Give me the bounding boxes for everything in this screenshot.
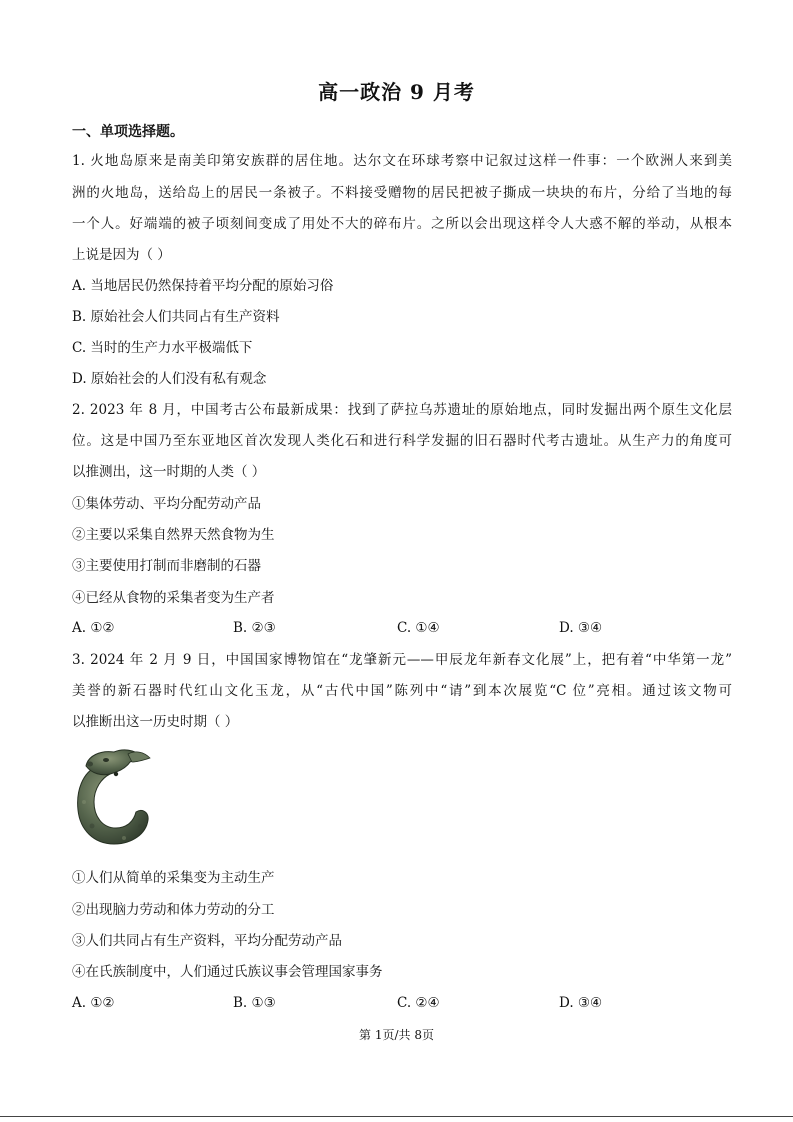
q1-option-c: C. 当时的生产力水平极端低下 — [72, 340, 253, 356]
q3-item-3: ③人们共同占有生产资料，平均分配劳动产品 — [72, 933, 342, 949]
q2-item-3: ③主要使用打制而非磨制的石器 — [72, 558, 261, 574]
q1-option-d: D. 原始社会的人们没有私有观念 — [72, 371, 267, 387]
q2-choice-c: C. ①④ — [397, 620, 440, 636]
jade-dragon-image — [72, 744, 154, 848]
q1-line-3: 一个人。好端端的被子顷刻间变成了用处不大的碎布片。之所以会出现这样令人大惑不解的举动，从根本 — [72, 216, 732, 232]
page-footer: 第 1页/共 8页 — [359, 1028, 434, 1042]
q3-item-1: ①人们从简单的采集变为主动生产 — [72, 870, 275, 886]
q3-item-4: ④在氏族制度中，人们通过氏族议事会管理国家事务 — [72, 964, 383, 980]
q3-line-3: 以推断出这一历史时期（ ） — [72, 714, 239, 730]
page-title: 高一政治 9 月考 — [318, 80, 475, 104]
q2-item-4: ④已经从食物的采集者变为生产者 — [72, 590, 275, 606]
q1-line-2: 洲的火地岛，送给岛上的居民一条被子。不料接受赠物的居民把被子撕成一块块的布片，分给了当地的每 — [72, 185, 732, 201]
q3-item-2: ②出现脑力劳动和体力劳动的分工 — [72, 902, 275, 918]
q2-item-2: ②主要以采集自然界天然食物为生 — [72, 527, 275, 543]
q2-item-1: ①集体劳动、平均分配劳动产品 — [72, 496, 261, 512]
q3-choice-d: D. ③④ — [559, 995, 603, 1011]
q2-choice-b: B. ②③ — [233, 620, 276, 636]
q2-line-2: 位。这是中国乃至东亚地区首次发现人类化石和进行科学发掘的旧石器时代考古遗址。从生产力的角度可 — [72, 433, 732, 449]
q2-line-1: 2. 2023 年 8 月，中国考古公布最新成果：找到了萨拉乌苏遗址的原始地点，同时发掘出两个原生文化层 — [72, 402, 732, 418]
q1-line-4: 上说是因为（ ） — [72, 247, 171, 263]
q2-choice-a: A. ①② — [72, 620, 115, 636]
q3-line-2: 美誉的新石器时代红山文化玉龙，从“古代中国”陈列中“请”到本次展览“C 位”亮相。通过该文物可 — [72, 683, 732, 699]
q3-choice-a: A. ①② — [72, 995, 115, 1011]
q1-option-a: A. 当地居民仍然保持着平均分配的原始习俗 — [72, 278, 334, 294]
q1-option-b: B. 原始社会人们共同占有生产资料 — [72, 309, 280, 325]
q3-line-1: 3. 2024 年 2 月 9 日，中国国家博物馆在“龙肇新元——甲辰龙年新春文化展”上，把有着“中华第一龙” — [72, 652, 732, 668]
q2-line-3: 以推测出，这一时期的人类（ ） — [72, 464, 266, 480]
section-heading: 一、单项选择题。 — [72, 124, 184, 140]
bottom-divider — [0, 1116, 793, 1117]
q3-choice-c: C. ②④ — [397, 995, 440, 1011]
q2-choice-d: D. ③④ — [559, 620, 603, 636]
q1-line-1: 1. 火地岛原来是南美印第安族群的居住地。达尔文在环球考察中记叙过这样一件事：一个欧洲人来到美 — [72, 153, 732, 169]
q3-choice-b: B. ①③ — [233, 995, 276, 1011]
